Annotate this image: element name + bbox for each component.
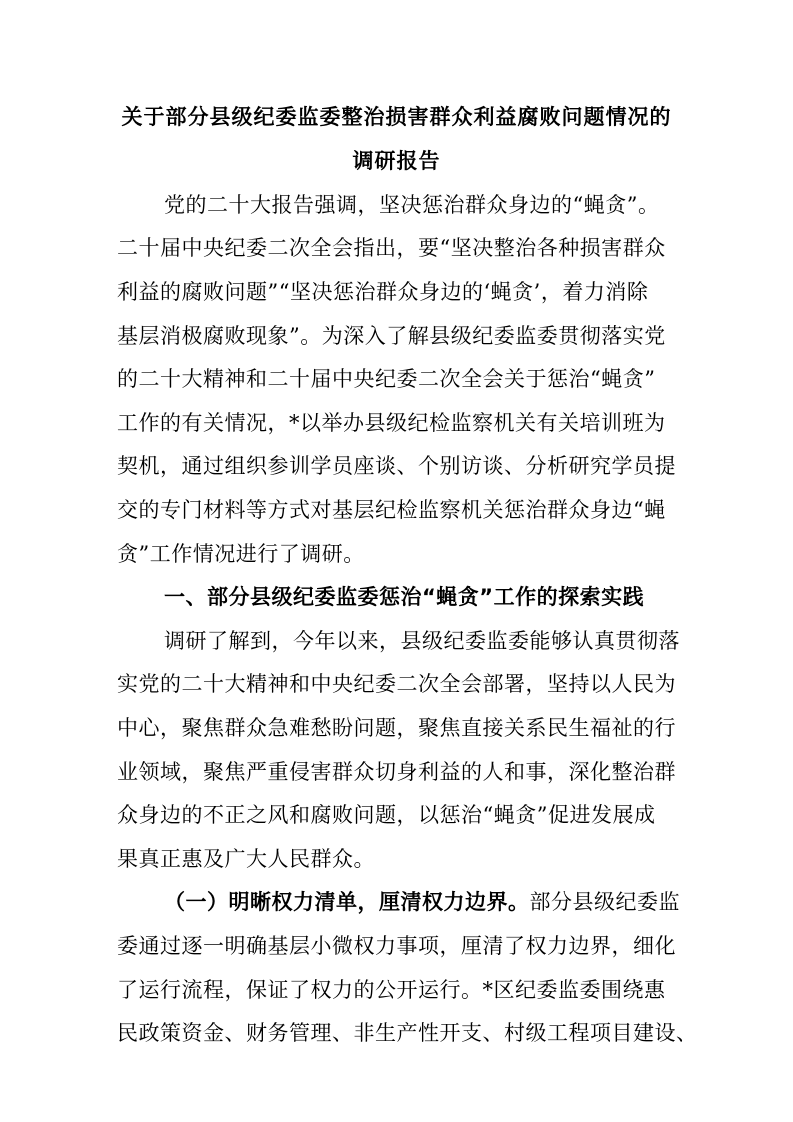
document-title-line-2: 调研报告 [352, 149, 441, 173]
paragraph-1-line: 工作的有关情况，*以举办县级纪检监察机关有关培训班为 [117, 411, 666, 435]
subsection-1-line [164, 886, 680, 916]
paragraph-2-line: 业领域，聚焦严重侵害群众切身利益的人和事，深化整治群 [117, 760, 676, 784]
paragraph-3-line: 委通过逐一明确基层小微权力事项，厘清了权力边界，细化 [117, 934, 676, 958]
paragraph-1-line: 利益的腐败问题”“坚决惩治群众身边的‘蝇贪’，着力消除 [117, 280, 649, 304]
section-1-heading: 一、部分县级纪委监委惩治“蝇贪”工作的探索实践 [164, 585, 645, 609]
paragraph-3-line: 部分县级纪委监 [529, 890, 680, 914]
paragraph-1-line: 基层消极腐败现象”。为深入了解县级纪委监委贯彻落实党 [117, 324, 666, 348]
paragraph-1-line: 交的专门材料等方式对基层纪检监察机关惩治群众身边“蝇 [117, 498, 666, 522]
subsection-1-heading: （一）明晰权力清单，厘清权力边界。 [164, 890, 530, 914]
paragraph-3-line: 民政策资金、财务管理、非生产性开支、村级工程项目建设、 [117, 1021, 698, 1045]
paragraph-1-line: 的二十大精神和二十届中央纪委二次全会关于惩治“蝇贪” [117, 367, 656, 391]
paragraph-1-line: 贪”工作情况进行了调研。 [117, 542, 365, 566]
paragraph-1-line: 契机，通过组织参训学员座谈、个别访谈、分析研究学员提 [117, 454, 676, 478]
paragraph-2-line: 众身边的不正之风和腐败问题，以惩治“蝇贪”促进发展成 [117, 803, 656, 827]
paragraph-2-line: 调研了解到，今年以来，县级纪委监委能够认真贯彻落 [164, 629, 680, 653]
paragraph-2-line: 中心，聚焦群众急难愁盼问题，聚焦直接关系民生福祉的行 [117, 716, 676, 740]
paragraph-1-line: 党的二十大报告强调，坚决惩治群众身边的“蝇贪”。 [164, 193, 660, 217]
paragraph-2-line: 实党的二十大精神和中央纪委二次全会部署，坚持以人民为 [117, 672, 676, 696]
paragraph-3-line: 了运行流程，保证了权力的公开运行。*区纪委监委围绕惠 [117, 978, 666, 1002]
document-title-line-1: 关于部分县级纪委监委整治损害群众利益腐败问题情况的 [121, 105, 672, 129]
paragraph-2-line: 果真正惠及广大人民群众。 [117, 847, 375, 871]
paragraph-1-line: 二十届中央纪委二次全会指出，要“坚决整治各种损害群众 [117, 236, 666, 260]
